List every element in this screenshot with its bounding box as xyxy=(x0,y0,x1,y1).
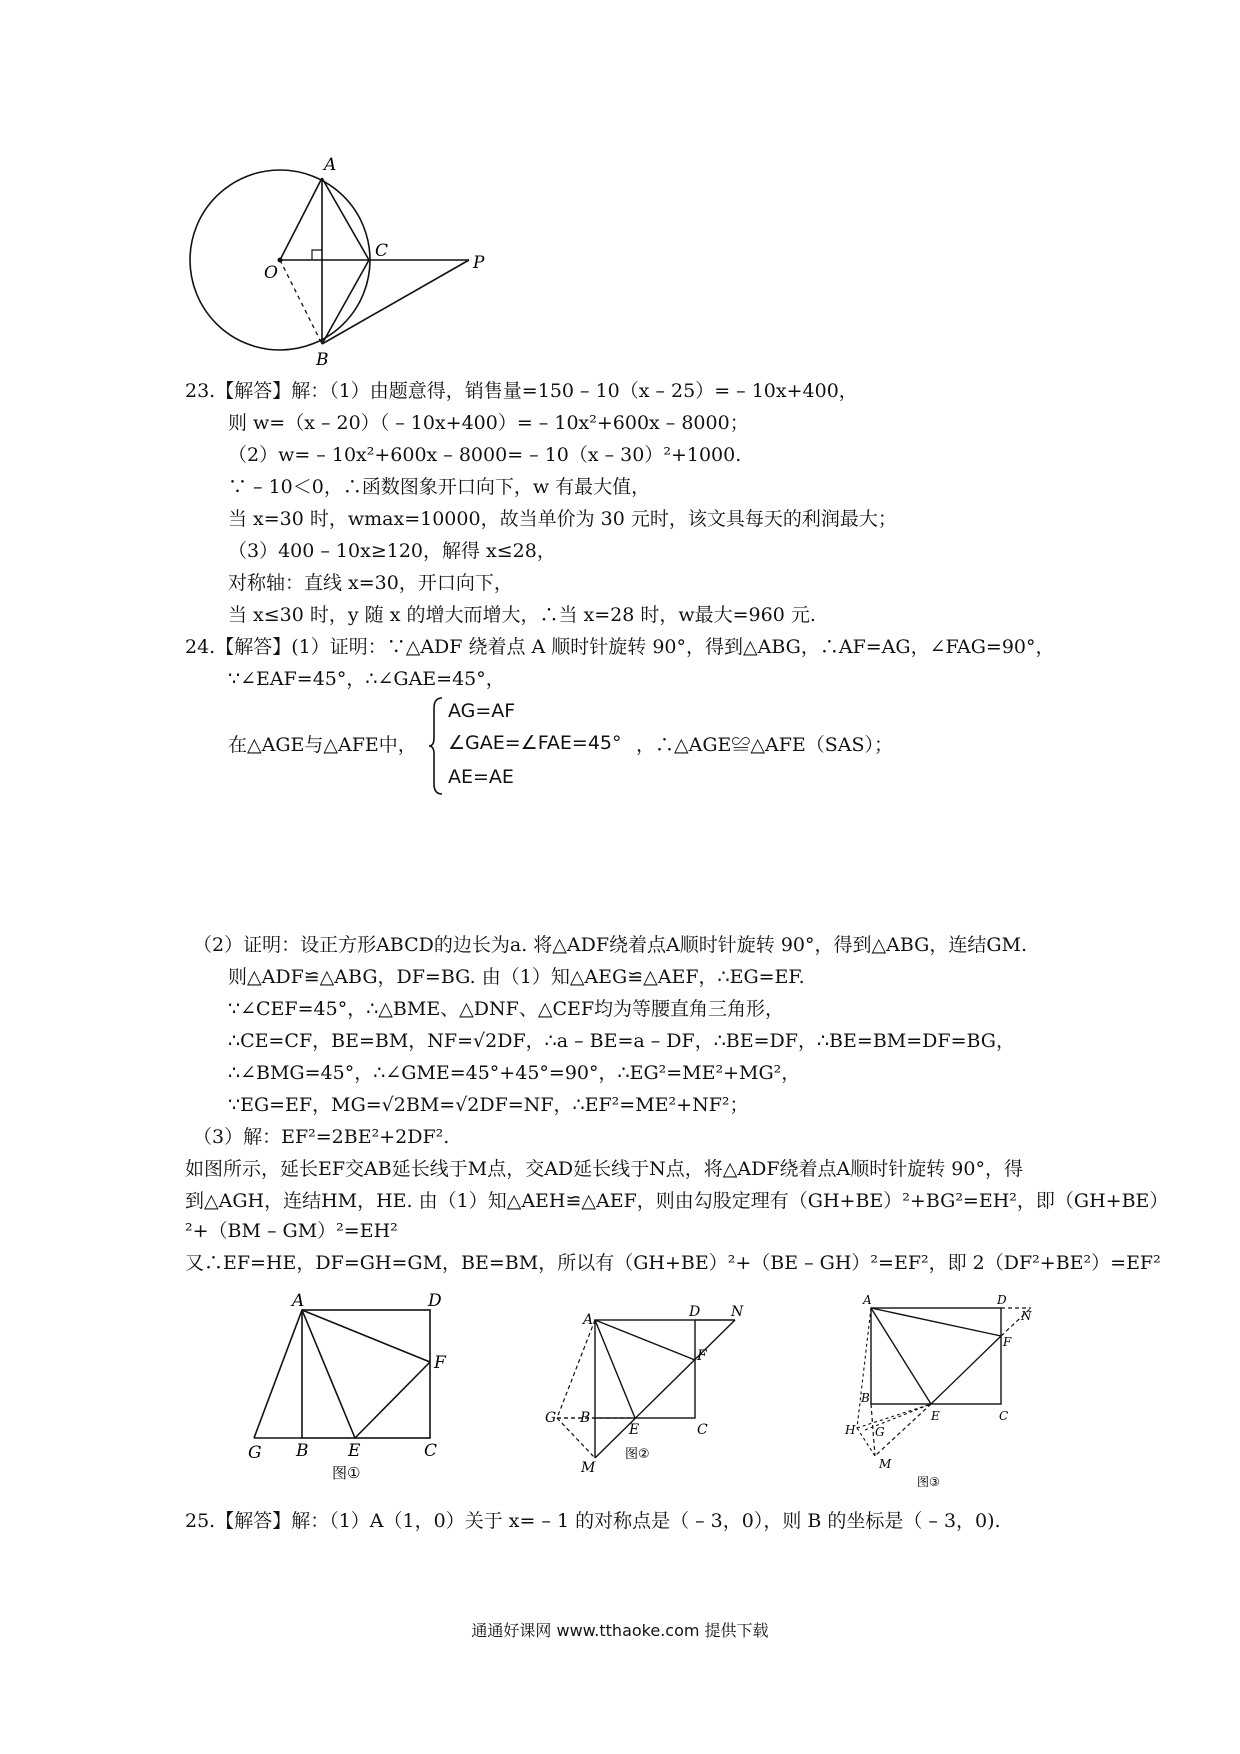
line-23-5: 当 x=30 时，wmax=10000，故当单价为 30 元时，该文具每天的利润最大； xyxy=(228,508,897,530)
line-24-1: 24.【解答】(1）证明：∵△ADF 绕着点 A 顺时针旋转 90°，得到△ABG，∴AF=AG，∠FAG=90°， xyxy=(185,636,1055,658)
line-23-3: （2）w= – 10x²+600x – 8000= – 10（x – 30）²+1000. xyxy=(228,444,742,466)
fig3-label-M: M xyxy=(879,1457,892,1471)
line-25-1: 25.【解答】解：（1）A（1，0）关于 x= – 1 的对称点是（ – 3，0），则 B 的坐标是（ – 3，0). xyxy=(185,1510,1001,1532)
fig1-label-G: G xyxy=(248,1443,262,1463)
fig2-label-A: A xyxy=(583,1312,594,1328)
line-23-4: ∵ – 10＜0，∴函数图象开口向下，w 有最大值， xyxy=(228,476,651,498)
line-24-6: ∵∠CEF=45°，∴△BME、△DNF、△CEF均为等腰直角三角形， xyxy=(228,998,785,1020)
line-24-7: ∴CE=CF，BE=BM，NF=√2DF，∴a – BE=a – DF，∴BE=DF，∴BE=BM=DF=BG， xyxy=(228,1030,1015,1052)
fig1-label-C: C xyxy=(424,1441,438,1461)
fig1-caption: 图① xyxy=(332,1464,361,1482)
label-O: O xyxy=(264,263,278,283)
circle-figure xyxy=(180,150,500,370)
line-24-11: 如图所示，延长EF交AB延长线于M点，交AD延长线于N点，将△ADF绕着点A顺时针旋转 90°，得 xyxy=(185,1158,1023,1180)
fig3-label-B: B xyxy=(861,1391,870,1405)
figure-2 xyxy=(525,1300,760,1480)
fig1-label-D: D xyxy=(428,1291,442,1311)
label-B: B xyxy=(316,350,329,370)
fig3-label-N: N xyxy=(1021,1309,1032,1323)
fig3-label-A: A xyxy=(863,1293,872,1307)
fig2-caption: 图② xyxy=(625,1447,650,1462)
line-24-13: ²+（BM – GM）²=EH² xyxy=(185,1220,398,1242)
figure-3 xyxy=(835,1290,1060,1490)
line-24-4: （2）证明：设正方形ABCD的边长为a. 将△ADF绕着点A顺时针旋转 90°，得到△ABG，连结GM. xyxy=(193,934,1027,956)
fig2-label-D: D xyxy=(689,1304,701,1320)
system-brace xyxy=(428,696,648,796)
line-24-3b: ，∴△AGE≌△AFE（SAS）； xyxy=(636,734,894,756)
fig2-label-C: C xyxy=(697,1422,708,1438)
label-P: P xyxy=(473,253,485,273)
fig1-label-A: A xyxy=(292,1291,305,1311)
fig3-label-E: E xyxy=(931,1409,940,1423)
line-23-6: （3）400 – 10x≥120，解得 x≤28， xyxy=(228,540,556,562)
line-24-5: 则△ADF≌△ABG，DF=BG. 由（1）知△AEG≌△AEF，∴EG=EF. xyxy=(228,966,805,988)
fig2-label-B: B xyxy=(580,1410,591,1426)
brace-icon xyxy=(428,696,446,796)
fig2-label-N: N xyxy=(731,1304,744,1320)
line-23-1: 23.【解答】解：（1）由题意得，销售量=150 – 10（x – 25）= – 10x+400， xyxy=(185,380,858,402)
fig3-caption: 图③ xyxy=(917,1475,940,1489)
line-24-14: 又∴EF=HE，DF=GH=GM，BE=BM，所以有（GH+BE）²+（BE – GH）²=EF²，即 2（DF²+BE²）=EF² xyxy=(185,1252,1161,1274)
brace-row-2: ∠GAE=∠FAE=45° xyxy=(448,732,622,754)
line-23-8: 当 x≤30 时，y 随 x 的增大而增大，∴当 x=28 时，w最大=960 元. xyxy=(228,604,816,626)
fig2-label-M: M xyxy=(581,1460,596,1476)
line-24-12: 到△AGH，连结HM，HE. 由（1）知△AEH≌△AEF，则由勾股定理有（GH+BE）²+BG²=EH²，即（GH+BE） xyxy=(185,1190,1169,1212)
fig3-label-D: D xyxy=(997,1293,1007,1307)
line-24-3a: 在△AGE与△AFE中， xyxy=(228,734,417,756)
fig2-label-F: F xyxy=(697,1348,707,1364)
fig3-label-G: G xyxy=(875,1425,885,1439)
label-C: C xyxy=(375,241,389,261)
label-A: A xyxy=(324,155,337,175)
fig2-label-G: G xyxy=(545,1410,557,1426)
line-24-10: （3）解：EF²=2BE²+2DF². xyxy=(193,1126,450,1148)
line-23-7: 对称轴：直线 x=30，开口向下， xyxy=(228,572,513,594)
line-24-2: ∵∠EAF=45°，∴∠GAE=45°， xyxy=(228,668,505,690)
fig1-label-F: F xyxy=(434,1353,446,1373)
page-footer: 通通好课网 www.tthaoke.com 提供下载 xyxy=(471,1621,769,1640)
line-24-9: ∵EG=EF，MG=√2BM=√2DF=NF，∴EF²=ME²+NF²； xyxy=(228,1094,749,1116)
brace-row-3: AE=AE xyxy=(448,766,514,788)
fig1-label-E: E xyxy=(348,1441,361,1461)
fig2-label-E: E xyxy=(629,1422,640,1438)
fig3-label-H: H xyxy=(845,1423,856,1437)
figure-1 xyxy=(240,1290,460,1485)
fig3-label-F: F xyxy=(1003,1335,1012,1349)
fig1-label-B: B xyxy=(296,1441,309,1461)
line-24-8: ∴∠BMG=45°，∴∠GME=45°+45°=90°，∴EG²=ME²+MG²， xyxy=(228,1062,801,1084)
line-23-2: 则 w=（x – 20）（ – 10x+400）= – 10x²+600x – 8000； xyxy=(228,412,749,434)
fig3-label-C: C xyxy=(999,1409,1009,1423)
brace-row-1: AG=AF xyxy=(448,700,516,722)
